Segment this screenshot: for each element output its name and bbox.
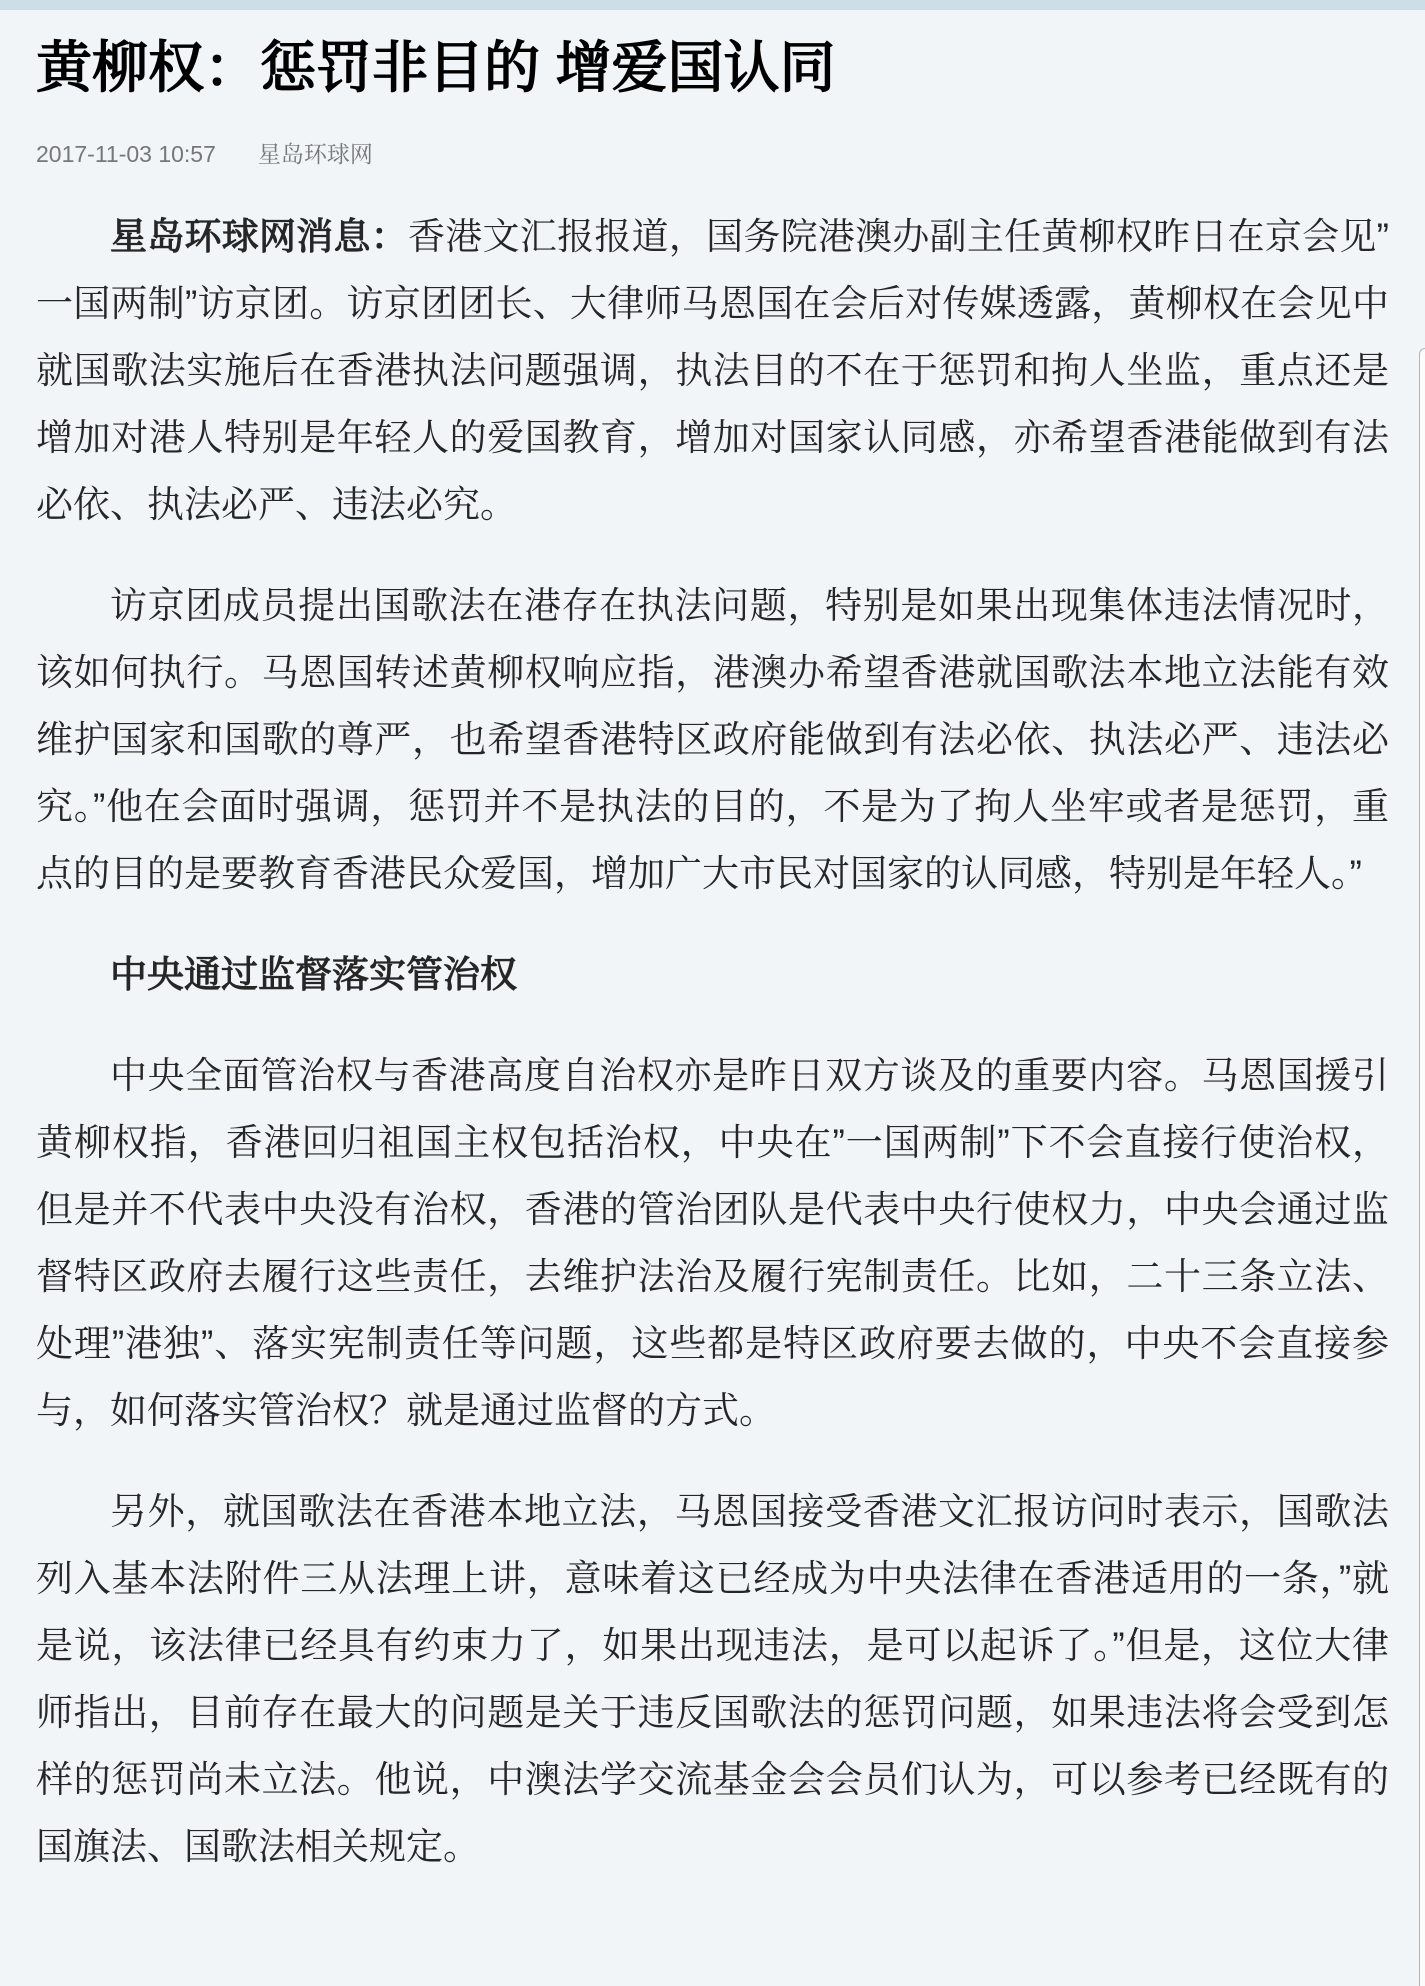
paragraph-4: 另外，就国歌法在香港本地立法，马恩国接受香港文汇报访问时表示，国歌法列入基本法附件三从法理上讲，意味着这已经成为中央法律在香港适用的一条，”就是说，该法律已经具有约束力了，如果出现违法，是可以起诉了。”但是，这位大律师指出，目前存在最大的问题是关于违反国歌法的惩罚问题，如果违法将会受到怎样的惩罚尚未立法。他说，中澳法学交流基金会会员们认为，可以参考已经既有的国旗法、国歌法相关规定。 (36, 1491, 1389, 1867)
article-title: 黄柳权：惩罚非目的 增爱国认同 (36, 36, 836, 99)
paragraph-1 (36, 203, 1389, 538)
article-meta (36, 136, 1389, 169)
paragraph-1-text: 香港文汇报报道，国务院港澳办副主任黄柳权昨日在京会见”一国两制”访京团。访京团团长、大律师马恩国在会后对传媒透露，黄柳权在会见中就国歌法实施后在香港执法问题强调，执法目的不在于惩罚和拘人坐监，重点还是增加对港人特别是年轻人的爱国教育，增加对国家认同感，亦希望香港能做到有法必依、执法必严、违法必究。 (36, 216, 1389, 525)
article-content (0, 32, 1425, 1938)
vertical-scrollbar[interactable] (1419, 348, 1425, 1986)
paragraph-2: 访京团成员提出国歌法在港存在执法问题，特别是如果出现集体违法情况时，该如何执行。马恩国转述黄柳权响应指，港澳办希望香港就国歌法本地立法能有效维护国家和国歌的尊严，也希望香港特区政府能做到有法必依、执法必严、违法必究。”他在会面时强调，惩罚并不是执法的目的，不是为了拘人坐牢或者是惩罚，重点的目的是要教育香港民众爱国，增加广大市民对国家的认同感，特别是年轻人。” (36, 585, 1389, 894)
paragraph-3: 中央全面管治权与香港高度自治权亦是昨日双方谈及的重要内容。马恩国援引黄柳权指，香港回归祖国主权包括治权，中央在”一国两制”下不会直接行使治权，但是并不代表中央没有治权，香港的管治团队是代表中央行使权力，中央会通过监督特区政府去履行这些责任，去维护法治及履行宪制责任。比如，二十三条立法、处理”港独”、落实宪制责任等问题，这些都是特区政府要去做的，中央不会直接参与，如何落实管治权？就是通过监督的方式。 (36, 1055, 1389, 1431)
paragraph-1-lead: 星岛环球网消息： (110, 216, 409, 257)
publish-date: 2017-11-03 10:57 (36, 141, 216, 167)
source-name: 星岛环球网 (257, 141, 373, 167)
top-accent-bar (0, 0, 1425, 10)
section-subheading: 中央通过监督落实管治权 (110, 954, 517, 995)
article-body (36, 203, 1389, 1880)
